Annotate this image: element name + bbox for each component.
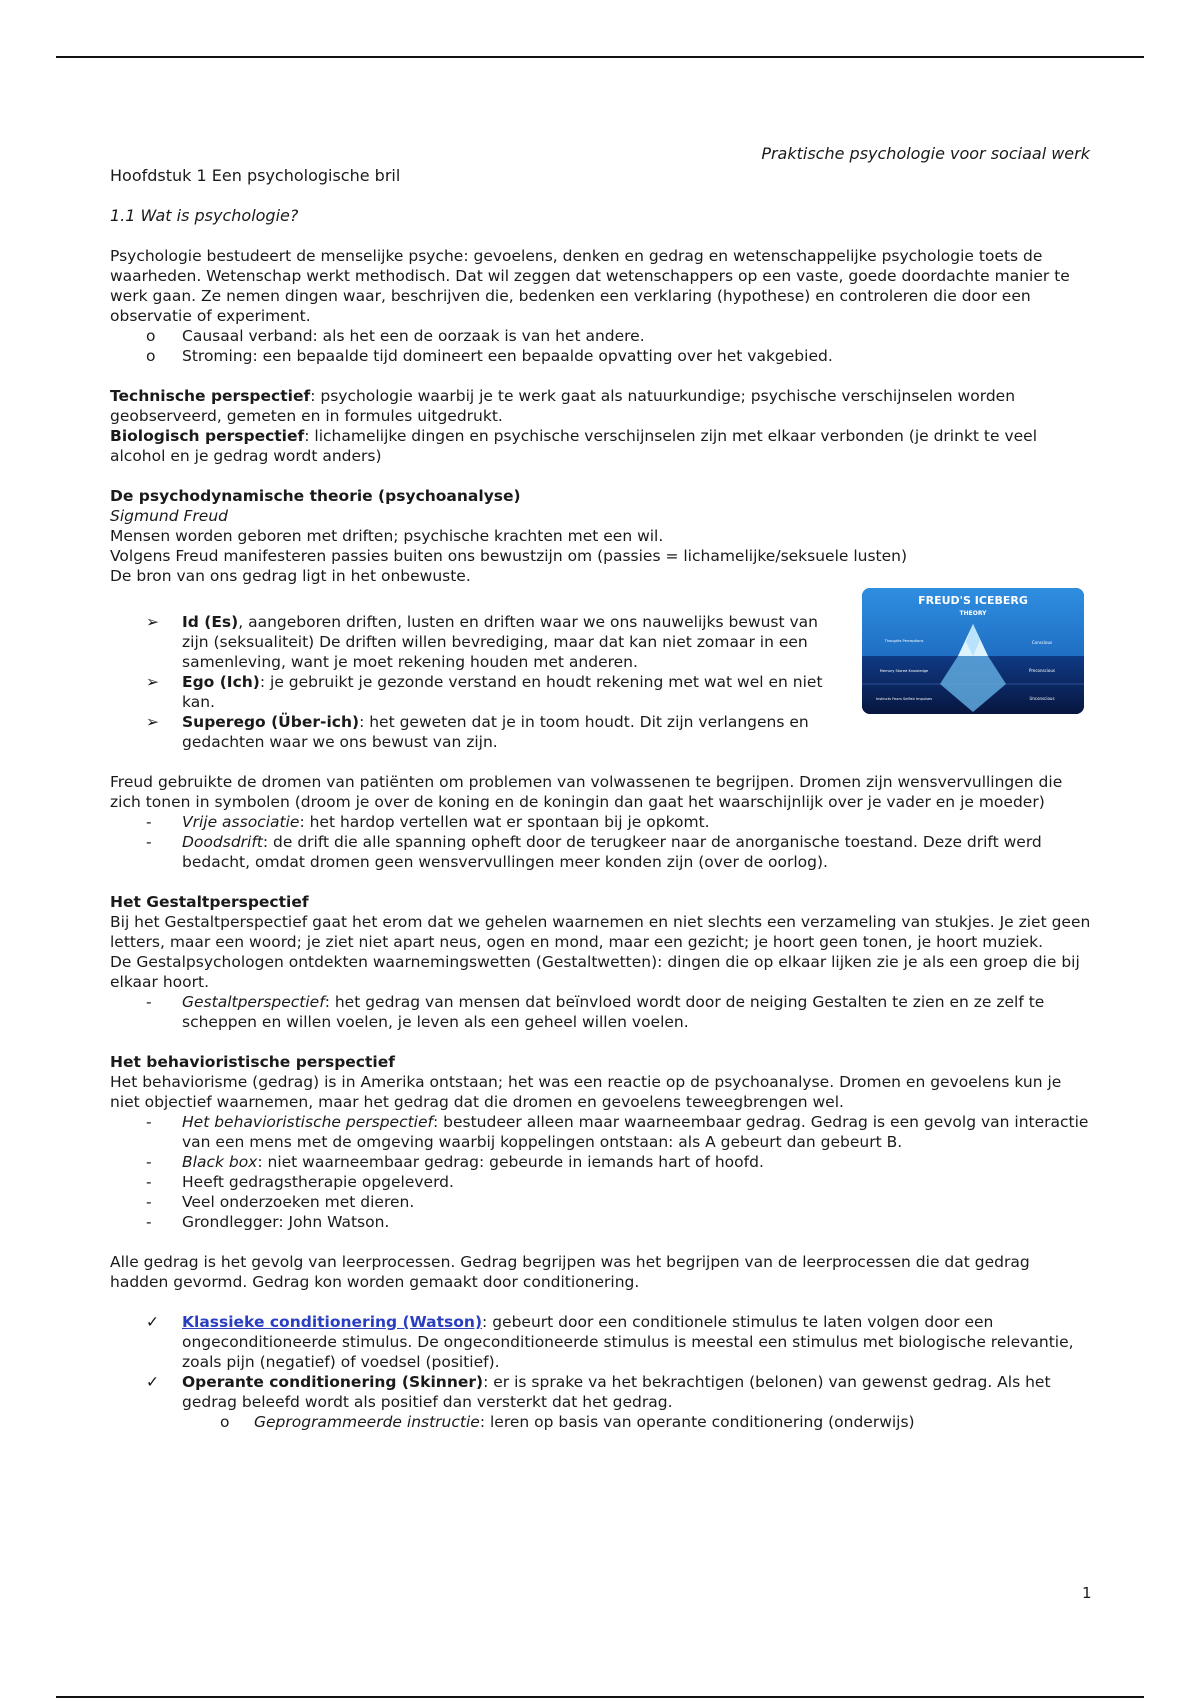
intro-list [110,326,1092,366]
definition: : het geweten dat je in toom houdt. Dit zijn verlangens en gedachten waar we ons bewust van zijn. [182,713,809,751]
chapter-title: Hoofdstuk 1 Een psychologische bril [110,166,401,185]
term: Het behavioristische perspectief [182,1113,433,1131]
term: Doodsdrift [182,833,263,851]
definition: : het hardop vertellen wat er spontaan bij je opkomt. [299,813,710,831]
paragraph-line: Mensen worden geboren met driften; psychische krachten met een wil. [110,527,664,545]
term: Biologisch perspectief [110,427,305,445]
intro-paragraph: Psychologie bestudeert de menselijke psyche: gevoelens, denken en gedrag en wetenschappelijke psychologie toets de waarheden. Wetenschap werkt methodisch. Dat wil zeggen dat wetenschappers op een vaste, goede doordachte manier te werk gaan. Ze nemen dingen waar, beschrijven die, bedenken een verklaring (hypothese) en controleren die door een observatie of experiment. [110,247,1070,325]
classical-conditioning-link[interactable]: Klassieke conditionering (Watson) [182,1313,483,1331]
definition: : bestudeer alleen maar waarneembaar gedrag. Gedrag is een gevolg van interactie van een mens met de omgeving waarbij koppelingen ontstaan: als A gebeurt dan gebeurt B. [182,1113,1089,1151]
top-rule [56,56,1144,58]
psychodynamic-heading: De psychodynamische theorie (psychoanalyse) [110,487,521,505]
list-item-text: Heeft gedragstherapie opgeleverd. [182,1173,454,1191]
dash-marker: - [146,1153,152,1171]
arrow-marker-icon: ➢ [146,613,159,631]
iceberg-right-label: Unconscious [1029,696,1055,701]
iceberg-right-label: Preconscious [1028,668,1056,673]
term: Operante conditionering (Skinner) [182,1373,484,1391]
author-name: Sigmund Freud [110,507,228,525]
bullet-marker: o [146,347,156,365]
gestalt-paragraph: De Gestalpsychologen ontdekten waarnemingswetten (Gestaltwetten): dingen die op elkaar lijken zie je als een groep die bij elkaar hoort. [110,953,1080,991]
bottom-rule [56,1696,1144,1698]
term: Technische perspectief [110,387,311,405]
definition: : psychologie waarbij je te werk gaat als natuurkundige; psychische verschijnselen worden geobserveerd, gemeten en in formules uitgedrukt. [110,387,1016,425]
dash-marker: - [146,1213,152,1231]
iceberg-left-label: Memory Stored Knowledge [879,669,929,673]
bullet-marker: o [146,327,156,345]
document-body [110,144,1092,1432]
checkmark-icon: ✓ [146,1313,159,1331]
list-item-text: Stroming: een bepaalde tijd domineert een bepaalde opvatting over het vakgebied. [182,347,833,365]
definition: : niet waarneembaar gedrag: gebeurde in iemands hart of hoofd. [257,1153,764,1171]
term: Gestaltperspectief [182,993,325,1011]
iceberg-title: FREUD'S ICEBERG [918,594,1028,607]
gestalt-list [110,992,1092,1032]
term: Vrije associatie [182,813,300,831]
term: Ego (Ich) [182,673,260,691]
course-header: Praktische psychologie voor sociaal werk [761,144,1090,163]
list-item-text: Grondlegger: John Watson. [182,1213,390,1231]
list-item [110,812,1092,832]
list-item [110,1212,1092,1232]
arrow-marker-icon: ➢ [146,673,159,691]
dash-marker: - [146,1193,152,1211]
arrow-marker-icon: ➢ [146,713,159,731]
definition: : leren op basis van operante conditionering (onderwijs) [479,1413,915,1431]
list-item-text: Veel onderzoeken met dieren. [182,1193,415,1211]
dash-marker: - [146,833,152,851]
gestalt-heading: Het Gestaltperspectief [110,893,309,911]
dreams-list [110,812,1092,872]
structure-block [110,586,1092,752]
list-item [110,832,1092,872]
list-item [110,1372,1092,1412]
list-item [110,1152,1092,1172]
behaviorism-list [110,1112,1092,1232]
behaviorism-paragraph: Het behaviorisme (gedrag) is in Amerika ontstaan; het was een reactie op de psychoanalyse. Dromen en gevoelens kun je niet objectief waarnemen, maar het gedrag dat die dromen en gevoelens teweegbrengen wel. [110,1073,1062,1111]
gestalt-paragraph: Bij het Gestaltperspectief gaat het erom dat we gehelen waarnemen en niet slechts een verzameling van stukjes. Je ziet geen letters, maar een woord; je ziet niet apart neus, ogen en mond, maar een gezicht; je hoort geen tonen, je hoort muziek. [110,913,1091,951]
iceberg-left-label: Thoughts Perceptions [884,639,924,643]
conditioning-list [110,1312,1092,1412]
list-item [110,326,1092,346]
list-item [110,1192,1092,1212]
dreams-paragraph: Freud gebruikte de dromen van patiënten om problemen van volwassenen te begrijpen. Dromen zijn wensvervullingen die zich tonen in symbolen (droom je over de koning en de koningin dan gaat het waarschijnlijk over je vader en je moeder) [110,773,1063,811]
biological-perspective [110,426,1092,466]
technical-perspective [110,386,1092,426]
term: Id (Es) [182,613,239,631]
definition: : gebeurt door een conditionele stimulus te laten volgen door een ongeconditioneerde stimulus. De ongeconditioneerde stimulus is meestal een stimulus met biologische relevantie, zoals pijn (negatief) of voedsel (positief). [182,1313,1074,1371]
paragraph-line: Volgens Freud manifesteren passies buiten ons bewustzijn om (passies = lichamelijke/seksuele lusten) [110,547,908,565]
section-title: 1.1 Wat is psychologie? [110,206,299,225]
operant-sublist [110,1412,1092,1432]
list-item [110,1112,1092,1152]
definition: : lichamelijke dingen en psychische verschijnselen zijn met elkaar verbonden (je drinkt te veel alcohol en je gedrag wordt anders) [110,427,1038,465]
term: Superego (Über-ich) [182,713,360,731]
definition: : de drift die alle spanning opheft door de terugkeer naar de anorganische toestand. Deze drift werd bedacht, omdat dromen geen wensvervullingen meer konden zijn (over de oorlog). [182,833,1042,871]
list-item-text: Causaal verband: als het een de oorzaak is van het andere. [182,327,645,345]
learning-paragraph: Alle gedrag is het gevolg van leerprocessen. Gedrag begrijpen was het begrijpen van de leerprocessen die dat gedrag hadden gevormd. Gedrag kon worden gemaakt door conditionering. [110,1253,1030,1291]
list-item [110,346,1092,366]
dash-marker: - [146,993,152,1011]
checkmark-icon: ✓ [146,1373,159,1391]
freud-iceberg-image [862,588,1084,714]
list-item [110,712,1092,752]
dash-marker: - [146,813,152,831]
definition: : je gebruikt je gezonde verstand en houdt rekening met wat wel en niet kan. [182,673,823,711]
list-item [110,1172,1092,1192]
definition: : het gedrag van mensen dat beïnvloed wordt door de neiging Gestalten te zien en ze zelf te scheppen en willen voelen, je leven als een geheel willen voelen. [182,993,1045,1031]
dash-marker: - [146,1113,152,1131]
list-item [110,1312,1092,1372]
list-item [110,992,1092,1032]
definition: : er is sprake va het bekrachtigen (belonen) van gewenst gedrag. Als het gedrag beleefd wordt als positief dan versterkt dat het gedrag. [182,1373,1051,1411]
list-item [110,1412,1092,1432]
paragraph-line: De bron van ons gedrag ligt in het onbewuste. [110,567,471,585]
page-number: 1 [1082,1584,1092,1602]
iceberg-illustration-icon [862,588,1084,714]
bullet-marker: o [220,1413,230,1431]
behaviorism-heading: Het behavioristische perspectief [110,1053,395,1071]
term: Geprogrammeerde instructie [254,1413,480,1431]
dash-marker: - [146,1173,152,1191]
definition: , aangeboren driften, lusten en driften waar we ons nauwelijks bewust van zijn (seksualiteit) De driften willen bevrediging, maar dat kan niet zomaar in een samenleving, want je moet rekening houden met anderen. [182,613,818,671]
iceberg-left-label: Instincts Fears Selfish Impulses [875,697,933,701]
iceberg-right-label: Conscious [1031,640,1053,645]
iceberg-subtitle: THEORY [959,610,987,617]
term: Black box [182,1153,258,1171]
